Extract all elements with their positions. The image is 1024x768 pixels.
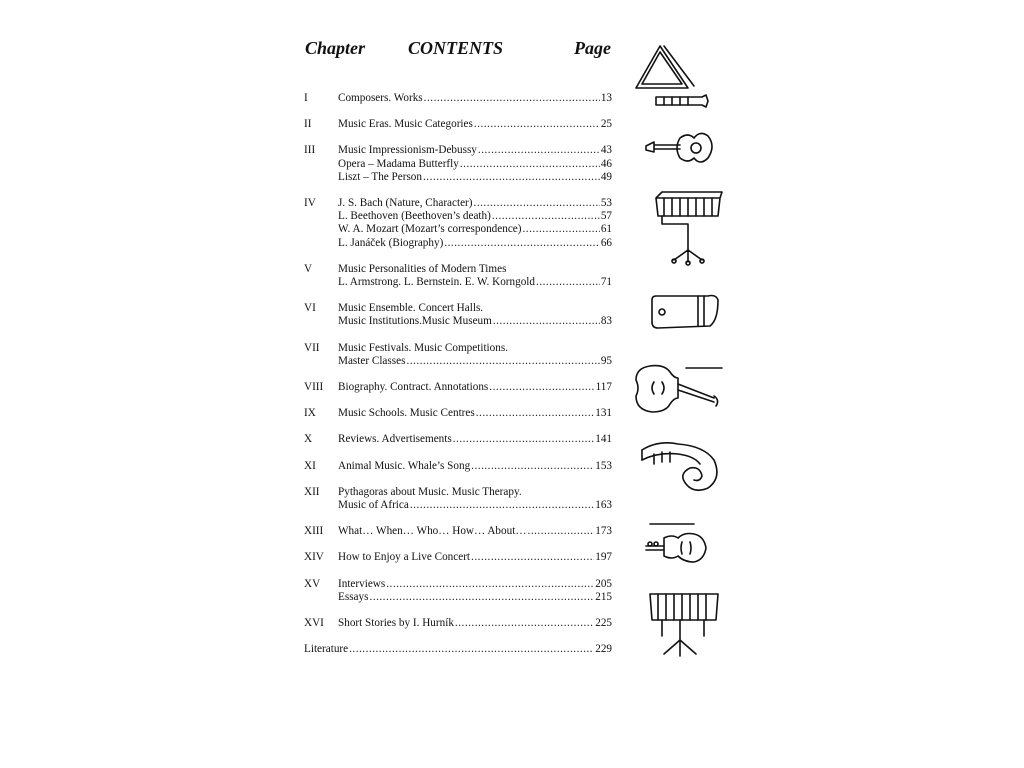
cello-icon <box>630 360 724 416</box>
chapter-number: XVI <box>304 617 324 630</box>
toc-line <box>338 407 612 420</box>
toc-line <box>338 460 612 473</box>
guitar-icon <box>644 128 716 168</box>
chapter-title: Interviews <box>338 577 386 590</box>
chapter-title: Opera – Madama Butterfly <box>338 157 459 170</box>
page-number: 117 <box>595 381 612 394</box>
chapter-title: J. S. Bach (Nature, Character) <box>338 197 473 210</box>
toc-line <box>338 551 612 564</box>
chapter-number: I <box>304 92 308 104</box>
toc-line <box>338 302 612 315</box>
chapter-number: XI <box>304 459 316 472</box>
chapter-title: Music Festivals. Music Competitions. <box>338 341 508 354</box>
dot-leader <box>410 499 594 512</box>
dot-leader <box>460 158 600 171</box>
chapter-number: XV <box>304 577 321 590</box>
dot-leader <box>492 210 600 223</box>
page-number: 49 <box>600 170 612 183</box>
toc-line <box>338 263 612 276</box>
chapter-number: VI <box>304 302 316 315</box>
toc-entry <box>304 342 612 368</box>
chapter-title: Essays <box>338 590 369 603</box>
toc-line <box>338 210 612 223</box>
dot-leader <box>489 381 594 394</box>
dot-leader <box>406 355 599 368</box>
dot-leader <box>423 171 600 184</box>
toc-line <box>338 342 612 355</box>
dot-leader <box>471 460 594 473</box>
page-number: 25 <box>600 118 612 131</box>
marimba-icon <box>646 588 722 660</box>
chapter-title: Liszt – The Person <box>338 170 422 183</box>
page-number: 141 <box>595 433 612 446</box>
chapter-title: Music Schools. Music Centres <box>338 407 475 420</box>
chapter-title: What… When… Who… How… About… <box>338 525 527 538</box>
page-number: 173 <box>595 525 612 538</box>
page-number: 13 <box>600 92 612 104</box>
dot-leader <box>471 551 594 564</box>
page-number: 197 <box>595 551 612 564</box>
toc-entry <box>304 617 612 630</box>
chapter-title: Music Impressionism-Debussy <box>338 144 477 157</box>
chapter-title: Composers. Works <box>338 92 423 104</box>
chapter-number: VII <box>304 341 320 354</box>
toc-entry <box>304 302 612 328</box>
toc-line <box>338 237 612 250</box>
chapter-title: How to Enjoy a Live Concert <box>338 551 471 564</box>
page-number: 225 <box>595 617 612 630</box>
dot-leader <box>474 118 600 131</box>
toc-line <box>338 355 612 368</box>
toc-line <box>338 223 612 236</box>
toc-entry <box>304 407 612 420</box>
toc-line <box>338 144 612 157</box>
chapter-number: V <box>304 262 313 275</box>
chapter-number: X <box>304 433 313 446</box>
contents-heading: CONTENTS <box>408 38 504 58</box>
chapter-number: XIV <box>304 551 324 564</box>
chapter-number: VIII <box>304 381 324 394</box>
table-of-contents <box>304 92 612 656</box>
chapter-number: XIII <box>304 525 324 538</box>
toc-entry <box>304 525 612 538</box>
toc-line <box>338 92 612 105</box>
page-number: 46 <box>600 157 612 170</box>
toc-line <box>338 433 612 446</box>
dot-leader <box>453 433 594 446</box>
dot-leader <box>369 591 594 604</box>
chapter-title: Pythagoras about Music. Music Therapy. <box>338 485 522 498</box>
chapter-title: L. Armstrong. L. Bernstein. E. W. Korngold <box>338 276 536 289</box>
dot-leader <box>349 643 594 656</box>
chapter-title: L. Beethoven (Beethoven’s death) <box>338 210 491 223</box>
dot-leader <box>476 407 594 420</box>
toc-line <box>338 315 612 328</box>
chapter-title: Music Institutions.Music Museum <box>338 315 492 328</box>
recorder-icon <box>654 93 710 109</box>
page-number: 57 <box>600 210 612 223</box>
chapter-title: Music Personalities of Modern Times <box>338 262 507 275</box>
chapter-title: Reviews. Advertisements <box>338 433 452 446</box>
chapter-heading: Chapter <box>305 38 366 58</box>
chapter-title: Biography. Contract. Annotations <box>338 381 489 394</box>
toc-entry <box>304 118 612 131</box>
page-number: 205 <box>595 577 612 590</box>
chapter-title: Short Stories by I. Hurník <box>338 617 454 630</box>
page-number: 71 <box>600 276 612 289</box>
triangle-icon <box>630 42 700 92</box>
chapter-title: Master Classes <box>338 354 406 367</box>
toc-entry <box>304 263 612 289</box>
page-number: 215 <box>595 590 612 603</box>
toc-entry <box>304 486 612 512</box>
chapter-title: Music Eras. Music Categories <box>338 118 473 131</box>
toc-entry <box>304 197 612 250</box>
toc-line <box>338 486 612 499</box>
page-number: 43 <box>600 144 612 157</box>
dot-leader <box>386 578 594 591</box>
dot-leader <box>528 525 595 538</box>
xylophone-icon <box>652 190 724 266</box>
chapter-number: XII <box>304 485 320 498</box>
violin-icon <box>642 520 726 564</box>
dot-leader <box>455 617 594 630</box>
toc-line <box>338 118 612 131</box>
page-number: 61 <box>600 223 612 236</box>
toc-line <box>338 617 612 630</box>
toc-line <box>338 525 612 538</box>
dot-leader <box>523 223 600 236</box>
toc-entry <box>304 433 612 446</box>
literature-title: Literature <box>304 643 349 656</box>
toc-line <box>338 171 612 184</box>
page-number: 229 <box>595 643 612 656</box>
toc-entry <box>304 578 612 604</box>
dot-leader <box>478 144 600 157</box>
chapter-number: IV <box>304 197 316 210</box>
chapter-title: Animal Music. Whale’s Song <box>338 459 471 472</box>
horn-icon <box>638 438 722 496</box>
chapter-title: L. Janáček (Biography) <box>338 236 444 249</box>
toc-entry <box>304 144 612 184</box>
dot-leader <box>493 315 600 328</box>
toc-entry <box>304 92 612 105</box>
toc-line <box>338 197 612 210</box>
toc-line <box>338 158 612 171</box>
page-number: 66 <box>600 236 612 249</box>
dot-leader <box>424 92 600 105</box>
toc-entry <box>304 381 612 394</box>
chapter-number: III <box>304 144 316 157</box>
chapter-title: W. A. Mozart (Mozart’s correspondence) <box>338 223 522 236</box>
toc-line <box>338 591 612 604</box>
page-number: 163 <box>595 499 612 512</box>
toc-line <box>338 499 612 512</box>
page-number: 131 <box>595 407 612 420</box>
toc-entry <box>304 551 612 564</box>
toc-line <box>338 381 612 394</box>
toc-entry <box>304 460 612 473</box>
page-number: 83 <box>600 315 612 328</box>
dot-leader <box>536 276 600 289</box>
chapter-number: II <box>304 118 312 131</box>
page-heading: Page <box>574 38 611 58</box>
page-number: 153 <box>595 459 612 472</box>
page-number: 95 <box>600 354 612 367</box>
dot-leader <box>474 197 600 210</box>
toc-line <box>338 578 612 591</box>
page-number: 53 <box>600 197 612 210</box>
percussion-block-icon <box>648 292 720 334</box>
instrument-illustrations <box>630 40 730 680</box>
chapter-number: IX <box>304 407 316 420</box>
chapter-title: Music of Africa <box>338 499 409 512</box>
literature-entry <box>304 643 612 656</box>
toc-line <box>338 276 612 289</box>
dot-leader <box>444 237 600 250</box>
chapter-title: Music Ensemble. Concert Halls. <box>338 302 484 315</box>
contents-header <box>305 38 611 64</box>
